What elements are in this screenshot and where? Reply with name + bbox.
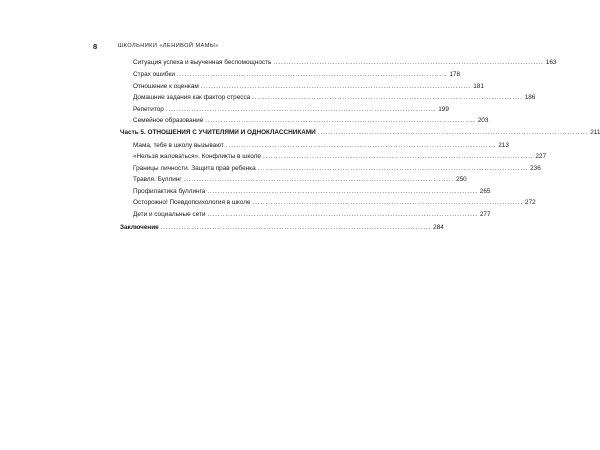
toc-entry-title: Страх ошибки bbox=[133, 71, 175, 78]
dot-leader: ......................................................................................................... bbox=[205, 117, 476, 124]
toc-entry-title: Домашние задания как фактор стресса bbox=[133, 94, 251, 101]
toc-entry bbox=[133, 105, 449, 114]
toc-entry-page: 213 bbox=[498, 141, 509, 149]
toc-entry-title: Мама, тебя в школу вызывают bbox=[133, 141, 224, 149]
toc-entry-title: Травля. Буллинг bbox=[133, 176, 182, 183]
toc-entry-page: 203 bbox=[477, 117, 489, 124]
dot-leader: ......................................................................................................... bbox=[176, 71, 448, 78]
toc-part-heading bbox=[120, 128, 600, 137]
toc-entry bbox=[133, 141, 509, 150]
dot-leader: ......................................................................................................... bbox=[160, 224, 432, 231]
toc-entry bbox=[133, 152, 547, 161]
toc-entry-title: Отношение к оценкам bbox=[133, 82, 199, 90]
dot-leader: ......................................................................................................... bbox=[273, 59, 544, 66]
running-title: ШКОЛЬНИКИ «ЛЕНИВОЙ МАМЫ» bbox=[118, 43, 219, 49]
dot-leader: ......................................................................................................... bbox=[252, 94, 523, 101]
dot-leader: ......................................................................................................... bbox=[183, 176, 455, 183]
toc-entry-page: 284 bbox=[433, 224, 444, 231]
toc-entry-page: 227 bbox=[535, 153, 547, 160]
dot-leader: ......................................................................................................... bbox=[165, 105, 437, 113]
toc-entry-page: 265 bbox=[479, 187, 491, 195]
toc-entry bbox=[133, 93, 536, 102]
toc-entry-page: 236 bbox=[530, 164, 541, 172]
toc-entry bbox=[133, 58, 557, 67]
toc-entry-page: 199 bbox=[438, 105, 449, 113]
toc-entry bbox=[133, 70, 461, 79]
toc-entry-title: Семейное образование bbox=[133, 117, 204, 124]
toc-entry-page: 272 bbox=[525, 199, 536, 206]
page-number: 8 bbox=[93, 41, 98, 51]
toc-conclusion bbox=[120, 223, 444, 232]
toc-entry-title: Заключение bbox=[120, 224, 159, 231]
dot-leader: ......................................................................................................... bbox=[257, 164, 529, 172]
toc-entry-title: Осторожно! Псевдопсихология в школе bbox=[133, 199, 251, 206]
toc-entry-title: Дети и социальные сети bbox=[133, 210, 206, 218]
toc-entry-page: 178 bbox=[449, 71, 461, 78]
toc-entry bbox=[133, 187, 491, 196]
toc-entry bbox=[133, 164, 541, 173]
toc-entry bbox=[133, 198, 536, 207]
dot-leader: ......................................................................................................... bbox=[262, 153, 534, 160]
dot-leader: ......................................................................................................... bbox=[207, 187, 478, 195]
toc-entry-page: 163 bbox=[545, 59, 557, 66]
dot-leader: ......................................................................................................... bbox=[200, 82, 472, 90]
toc-entry bbox=[133, 82, 484, 91]
toc-part-title bbox=[120, 128, 316, 137]
toc-entry-page: 186 bbox=[524, 94, 536, 101]
toc-entry-page: 181 bbox=[473, 82, 484, 90]
page-header bbox=[93, 40, 219, 52]
toc-entry-page: 277 bbox=[479, 210, 491, 218]
dot-leader: ......................................................................................................... bbox=[317, 129, 589, 136]
toc-entry-title: Репетитор bbox=[133, 105, 164, 113]
dot-leader: ......................................................................................................... bbox=[252, 199, 524, 206]
toc-entry-page: 211 bbox=[590, 129, 600, 136]
toc-entry bbox=[133, 175, 467, 184]
toc-entry-title: Профилактика буллинга bbox=[133, 187, 206, 195]
toc-entry-page: 250 bbox=[456, 176, 467, 183]
toc-part-prefix: Часть 5. bbox=[120, 129, 146, 136]
toc-entry bbox=[133, 116, 489, 125]
toc-entry-title: Границы личности. Защита прав ребенка bbox=[133, 164, 256, 172]
toc-entry bbox=[133, 210, 491, 219]
toc-entry-title: «Нельзя жаловаться». Конфликты в школе bbox=[133, 153, 261, 160]
toc-entry-title: Ситуация успеха и выученная беспомощность bbox=[133, 59, 272, 66]
dot-leader: ......................................................................................................... bbox=[207, 210, 478, 218]
dot-leader: ......................................................................................................... bbox=[225, 141, 497, 149]
toc-part-name: ОТНОШЕНИЯ С УЧИТЕЛЯМИ И ОДНОКЛАССНИКАМИ bbox=[147, 129, 316, 136]
